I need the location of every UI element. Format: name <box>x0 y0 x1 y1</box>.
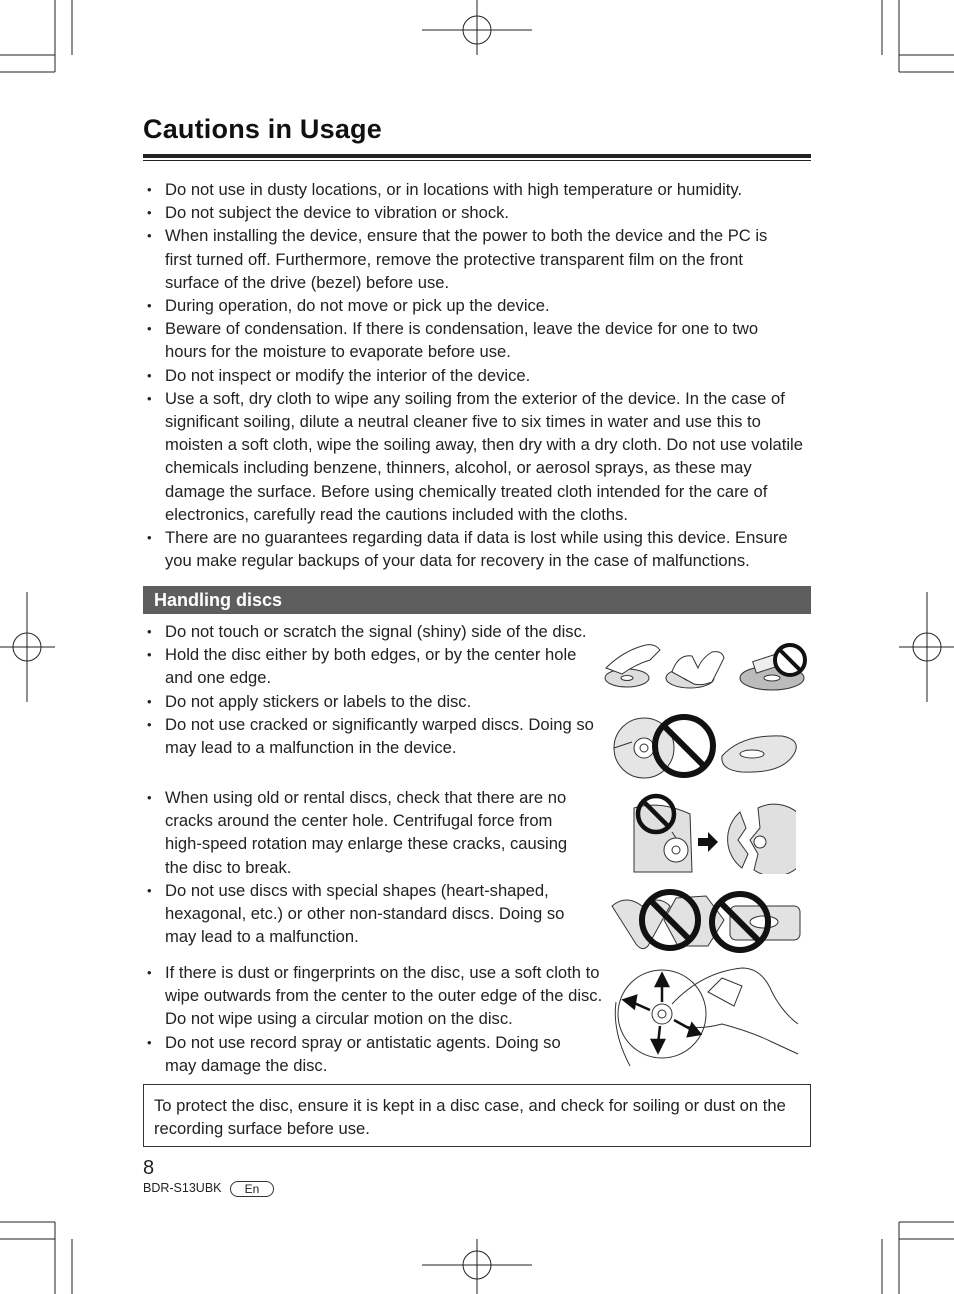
list-item: • Beware of condensation. If there is condensation, leave the device for one to two hours for the moisture to evaporate before use. <box>147 317 793 363</box>
odd-shaped-disc-illustration <box>608 886 804 956</box>
list-item: • Use a soft, dry cloth to wipe any soiling from the exterior of the device. In the case of significant soiling, dilute a neutral cleaner five to six times in water and use this to moisten a soft cloth, wipe the soiling away, then dry with a dry cloth. Do not use volatile chemicals including benzene, thinners, alcohol, or aerosol sprays, as these may damage the surface. Before using chemically treated cloth intended for the care of electronics, carefully read the cautions included with the cloths. <box>147 387 805 526</box>
list-item: • Do not use cracked or significantly warped discs. Doing so may lead to a malfunction in the device. <box>147 713 601 759</box>
list-item: • Do not use discs with special shapes (heart-shaped, hexagonal, etc.) or other non-standard discs. Doing so may lead to a malfunction. <box>147 879 591 949</box>
title-rule <box>143 154 811 158</box>
list-item: • Do not touch or scratch the signal (shiny) side of the disc. <box>147 620 603 643</box>
list-item: • Do not inspect or modify the interior of the device. <box>147 364 813 387</box>
list-item: • Do not use record spray or antistatic agents. Doing so may damage the disc. <box>147 1031 591 1077</box>
list-item: • During operation, do not move or pick up the device. <box>147 294 813 317</box>
list-item: • If there is dust or fingerprints on the disc, use a soft cloth to wipe outwards from the center to the outer edge of the disc. Do not wipe using a circular motion on the disc. <box>147 961 603 1031</box>
list-item: • When installing the device, ensure that the power to both the device and the PC is first turned off. Furthermore, remove the protective transparent film on the front surface of the drive (bezel) before use. <box>147 224 793 294</box>
page-title: Cautions in Usage <box>143 114 382 144</box>
title-rule-thin <box>143 160 811 161</box>
disc-storage-note: To protect the disc, ensure it is kept in a disc case, and check for soiling or dust on the recording surface before use. <box>143 1084 811 1147</box>
handling-discs-heading: Handling discs <box>143 586 811 614</box>
handling-discs-list-1 <box>147 620 603 759</box>
prohibited-icon <box>775 645 805 675</box>
language-badge: En <box>230 1181 274 1197</box>
handling-discs-list-3 <box>147 961 603 1077</box>
list-item: • Do not use in dusty locations, or in locations with high temperature or humidity. <box>147 178 813 201</box>
general-cautions-list <box>147 178 813 572</box>
list-item: • Do not subject the device to vibration or shock. <box>147 201 813 224</box>
model-number: BDR-S13UBK <box>143 1181 222 1195</box>
page-number: 8 <box>143 1157 155 1179</box>
list-item: • Do not apply stickers or labels to the disc. <box>147 690 603 713</box>
list-item: • Hold the disc either by both edges, or by the center hole and one edge. <box>147 643 601 689</box>
list-item: • There are no guarantees regarding data if data is lost while using this device. Ensure you make regular backups of your data for recovery in the case of malfunctions. <box>147 526 813 572</box>
warped-disc-illustration <box>612 712 802 780</box>
disc-handling-illustration <box>602 638 812 694</box>
handling-discs-list-2 <box>147 786 587 948</box>
list-item: • When using old or rental discs, check that there are no cracks around the center hole. Centrifugal force from high-speed rotation may enlarge these cracks, causing the disc to break. <box>147 786 587 879</box>
cracked-disc-illustration <box>630 788 796 874</box>
wiping-disc-illustration <box>612 962 802 1072</box>
